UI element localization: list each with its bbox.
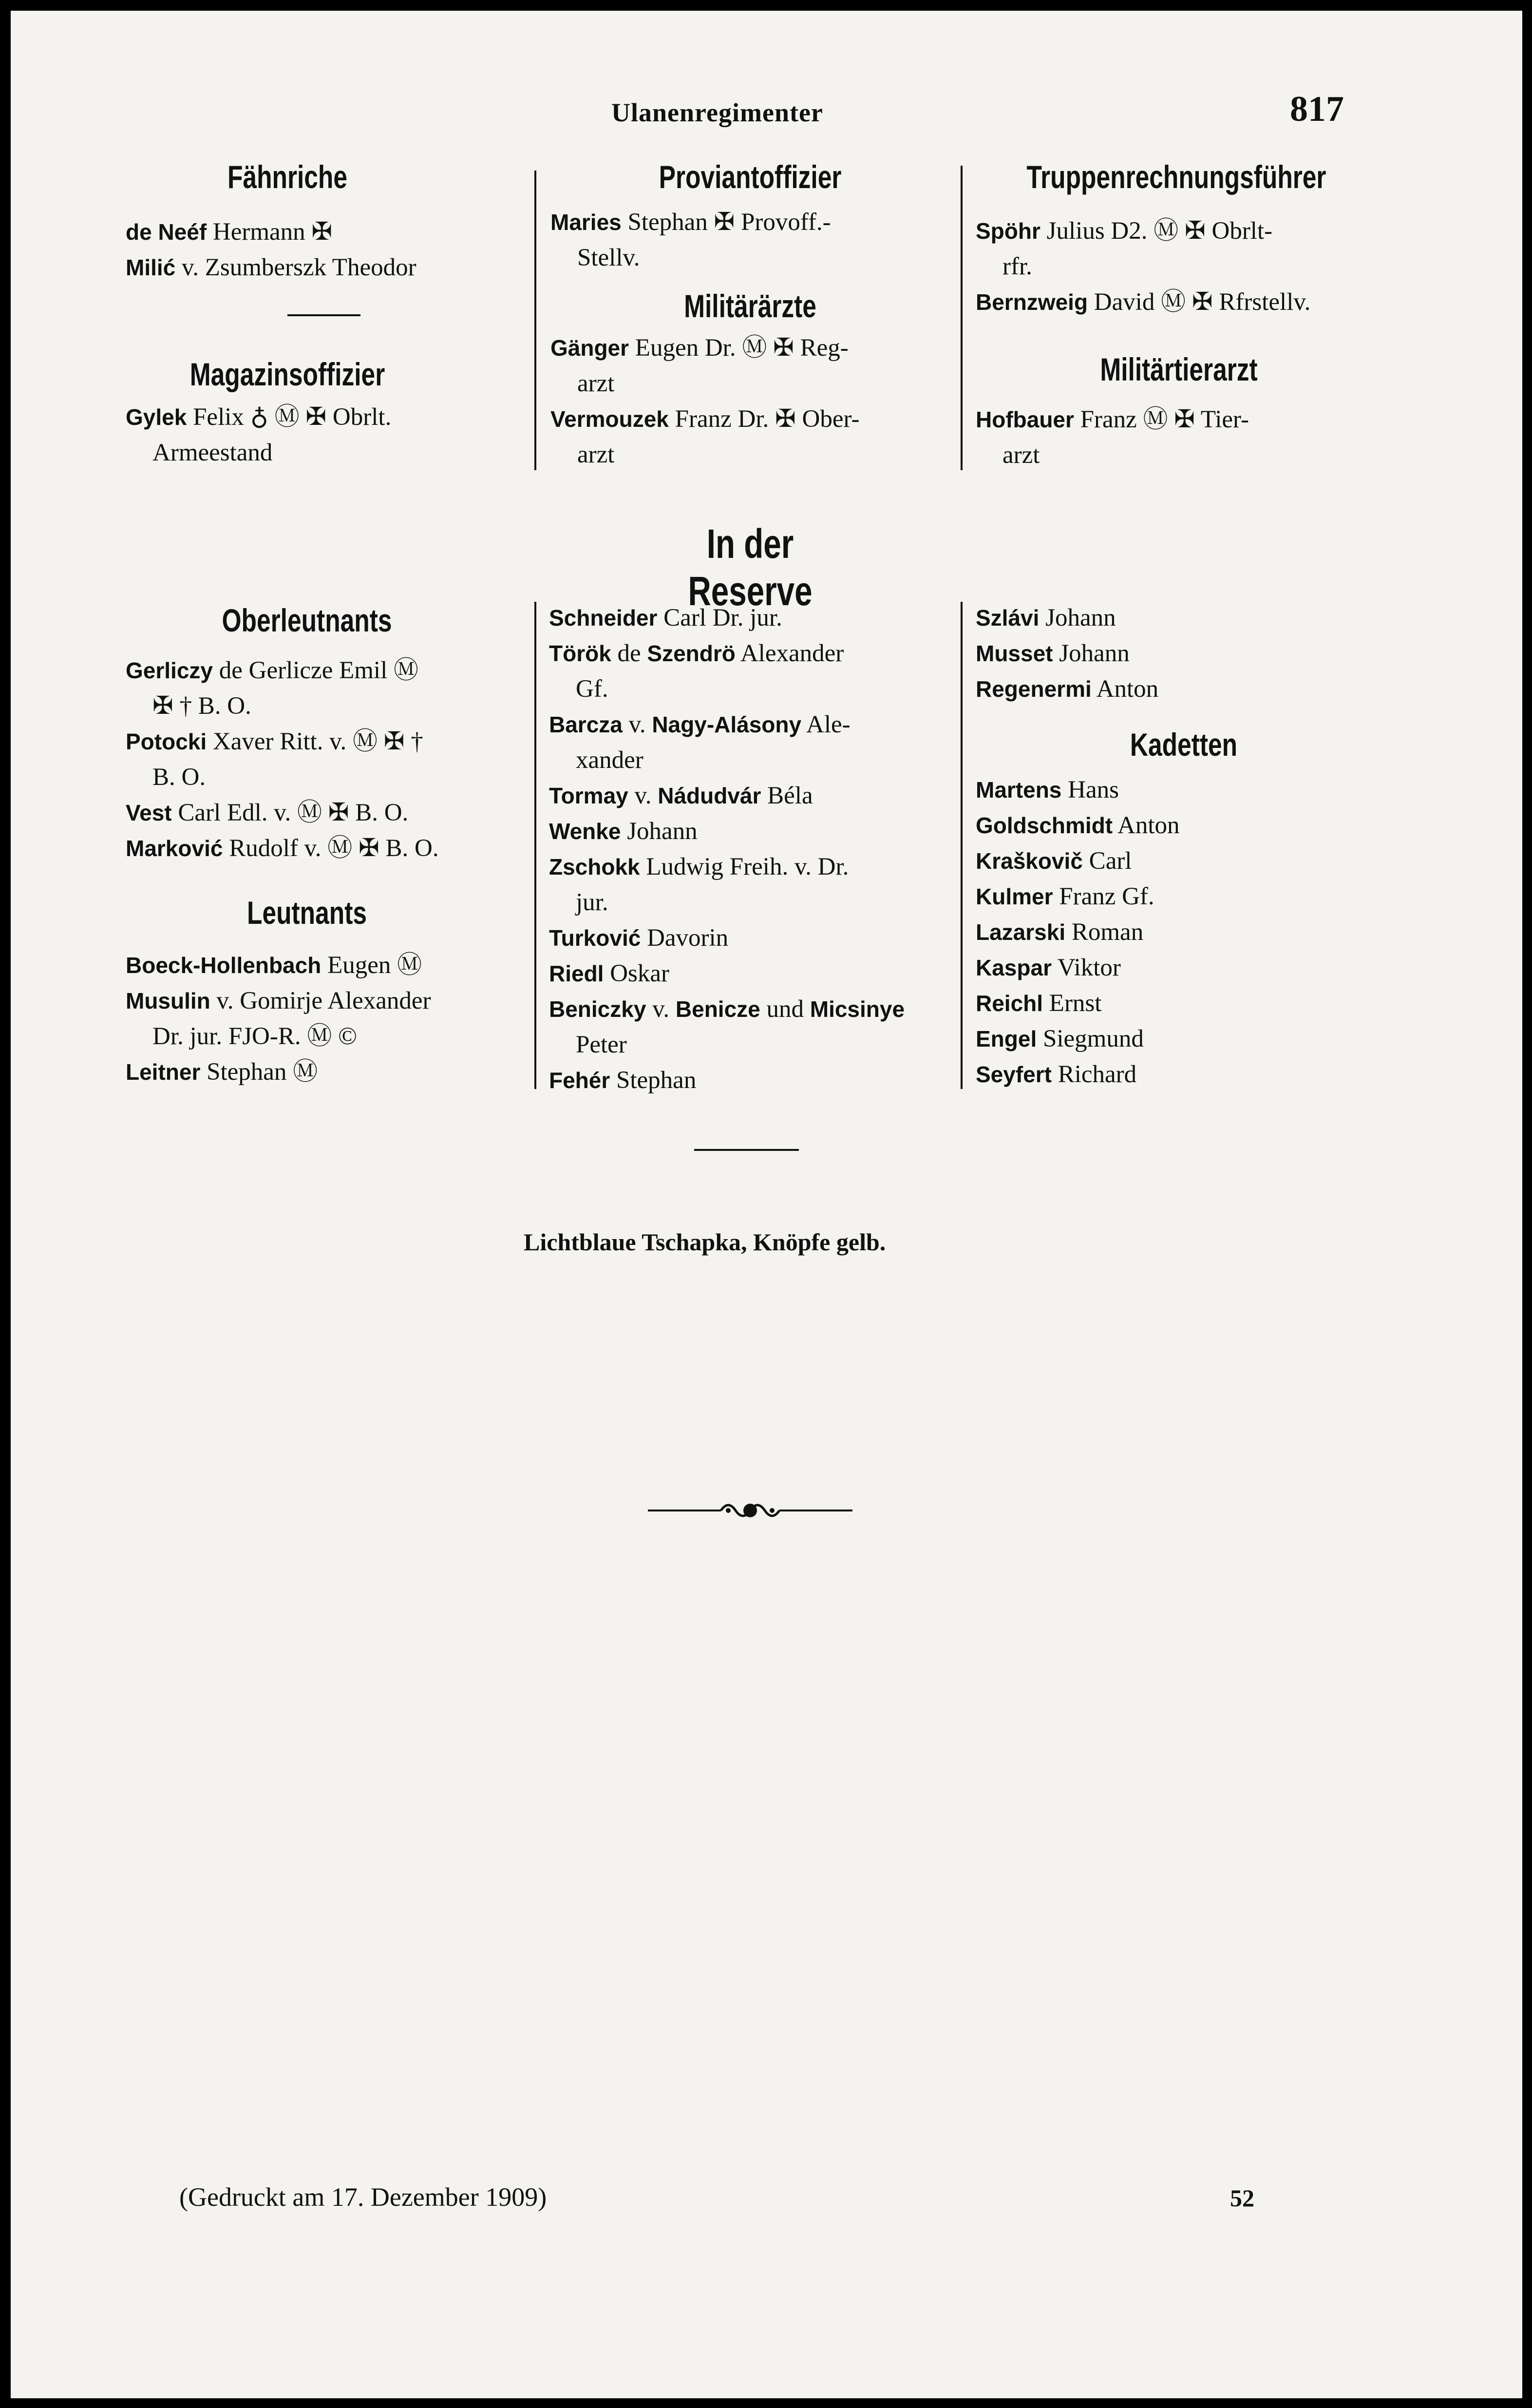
list-item: Riedl Oskar xyxy=(549,960,670,987)
list-item-continuation: arzt xyxy=(1002,441,1040,469)
list-item-continuation: jur. xyxy=(576,889,608,916)
column-rule xyxy=(534,171,536,470)
list-item: Spöhr Julius D2. Ⓜ ✠ Obrlt- xyxy=(976,217,1273,245)
list-item: Zschokk Ludwig Freih. v. Dr. xyxy=(549,853,849,880)
list-item: Potocki Xaver Ritt. v. Ⓜ ✠ † xyxy=(126,728,423,755)
section-heading-militaeraerzte: Militärärzte xyxy=(684,288,816,324)
list-item: Kraškovič Carl xyxy=(976,847,1132,875)
list-item: Boeck-Hollenbach Eugen Ⓜ xyxy=(126,952,422,979)
list-item: Martens Hans xyxy=(976,776,1119,803)
list-item: Beniczky v. Benicze und Micsinye xyxy=(549,995,905,1023)
section-heading-oberleutnants: Oberleutnants xyxy=(222,602,392,638)
faehnriche-list xyxy=(126,214,416,286)
list-item-continuation: rfr. xyxy=(1002,253,1032,280)
list-item: Tormay v. Nádudvár Béla xyxy=(549,782,813,809)
list-item-continuation: Dr. jur. FJO-R. Ⓜ © xyxy=(152,1023,357,1050)
militaertierarzt-list xyxy=(976,402,1249,473)
list-item: Hofbauer Franz Ⓜ ✠ Tier- xyxy=(976,406,1249,433)
list-item: Kulmer Franz Gf. xyxy=(976,883,1154,910)
list-item-continuation: Armeestand xyxy=(152,439,273,466)
list-item: Leitner Stephan Ⓜ xyxy=(126,1058,318,1086)
list-item: Török de Szendrö Alexander xyxy=(549,640,844,667)
section-heading-magazinsoffizier: Magazinsoffizier xyxy=(189,356,385,392)
list-item: Vermouzek Franz Dr. ✠ Ober- xyxy=(550,405,860,433)
magazinsoffizier-list xyxy=(126,400,391,471)
section-heading-militaertierarzt: Militärtierarzt xyxy=(1100,351,1258,387)
signature-mark: 52 xyxy=(1230,2184,1254,2212)
column-rule xyxy=(961,166,963,470)
list-item-continuation: arzt xyxy=(577,441,615,468)
list-item: Milić v. Zsumberszk Theodor xyxy=(126,254,416,281)
oberleutnants-list xyxy=(126,653,439,866)
section-heading-faehnriche: Fähnriche xyxy=(227,159,348,195)
list-item: Musset Johann xyxy=(976,640,1130,667)
list-item-continuation: xander xyxy=(576,746,643,774)
list-item: Wenke Johann xyxy=(549,818,698,845)
list-item: Musulin v. Gomirje Alexander xyxy=(126,987,431,1014)
militaeraerzte-list xyxy=(550,330,859,473)
uniform-note: Lichtblaue Tschapka, Knöpfe gelb. xyxy=(524,1228,886,1256)
list-item-continuation: Peter xyxy=(576,1031,627,1058)
section-heading-leutnants: Leutnants xyxy=(247,895,367,931)
column-rule xyxy=(534,602,536,1089)
kadetten-list xyxy=(976,772,1180,1092)
list-item-continuation: Stellv. xyxy=(577,244,640,271)
ornament-icon xyxy=(648,1491,852,1530)
list-item: Kaspar Viktor xyxy=(976,954,1121,981)
leutnants-list xyxy=(126,948,431,1090)
list-item-continuation: ✠ † B. O. xyxy=(152,692,251,720)
list-item: Fehér Stephan xyxy=(549,1067,697,1094)
section-heading-truppenrechnungsfuehrer: Truppenrechnungsführer xyxy=(1026,159,1326,195)
list-item: Vest Carl Edl. v. Ⓜ ✠ B. O. xyxy=(126,799,409,826)
list-item: Seyfert Richard xyxy=(976,1061,1137,1088)
column-rule xyxy=(961,602,963,1089)
list-item: Schneider Carl Dr. jur. xyxy=(549,604,782,631)
proviantoffizier-list xyxy=(550,205,831,276)
reserve-list-middle xyxy=(549,600,905,1098)
truppenrechnungsfuehrer-list xyxy=(976,213,1310,320)
list-item: Regenermi Anton xyxy=(976,675,1159,703)
list-item: de Neéf Hermann ✠ xyxy=(126,218,333,246)
list-item-continuation: arzt xyxy=(577,370,615,397)
list-item: Gänger Eugen Dr. Ⓜ ✠ Reg- xyxy=(550,334,849,362)
section-heading-kadetten: Kadetten xyxy=(1130,726,1238,763)
list-item: Szlávi Johann xyxy=(976,604,1116,631)
print-date: (Gedruckt am 17. Dezember 1909) xyxy=(179,2182,547,2212)
reserve-title: In der Reserve xyxy=(688,521,813,614)
list-item: Lazarski Roman xyxy=(976,918,1144,946)
list-item: Goldschmidt Anton xyxy=(976,812,1180,839)
page-number: 817 xyxy=(1290,89,1344,129)
list-item: Turković Davorin xyxy=(549,924,729,952)
list-item: Marković Rudolf v. Ⓜ ✠ B. O. xyxy=(126,835,439,862)
list-item: Maries Stephan ✠ Provoff.- xyxy=(550,209,831,236)
list-item: Engel Siegmund xyxy=(976,1025,1144,1052)
list-item: Gylek Felix ♁ Ⓜ ✠ Obrlt. xyxy=(126,403,392,431)
list-item-continuation: B. O. xyxy=(152,764,206,791)
divider xyxy=(287,314,360,316)
list-item: Barcza v. Nagy-Alásony Ale- xyxy=(549,711,851,738)
divider xyxy=(694,1149,799,1151)
section-heading-proviantoffizier: Proviantoffizier xyxy=(659,159,842,195)
reserve-list-right xyxy=(976,600,1158,707)
list-item: Reichl Ernst xyxy=(976,990,1102,1017)
list-item-continuation: Gf. xyxy=(576,675,608,703)
list-item: Gerliczy de Gerlicze Emil Ⓜ xyxy=(126,657,418,684)
list-item: Bernzweig David Ⓜ ✠ Rfrstellv. xyxy=(976,288,1311,316)
running-header: Ulanenregimenter xyxy=(611,98,823,127)
